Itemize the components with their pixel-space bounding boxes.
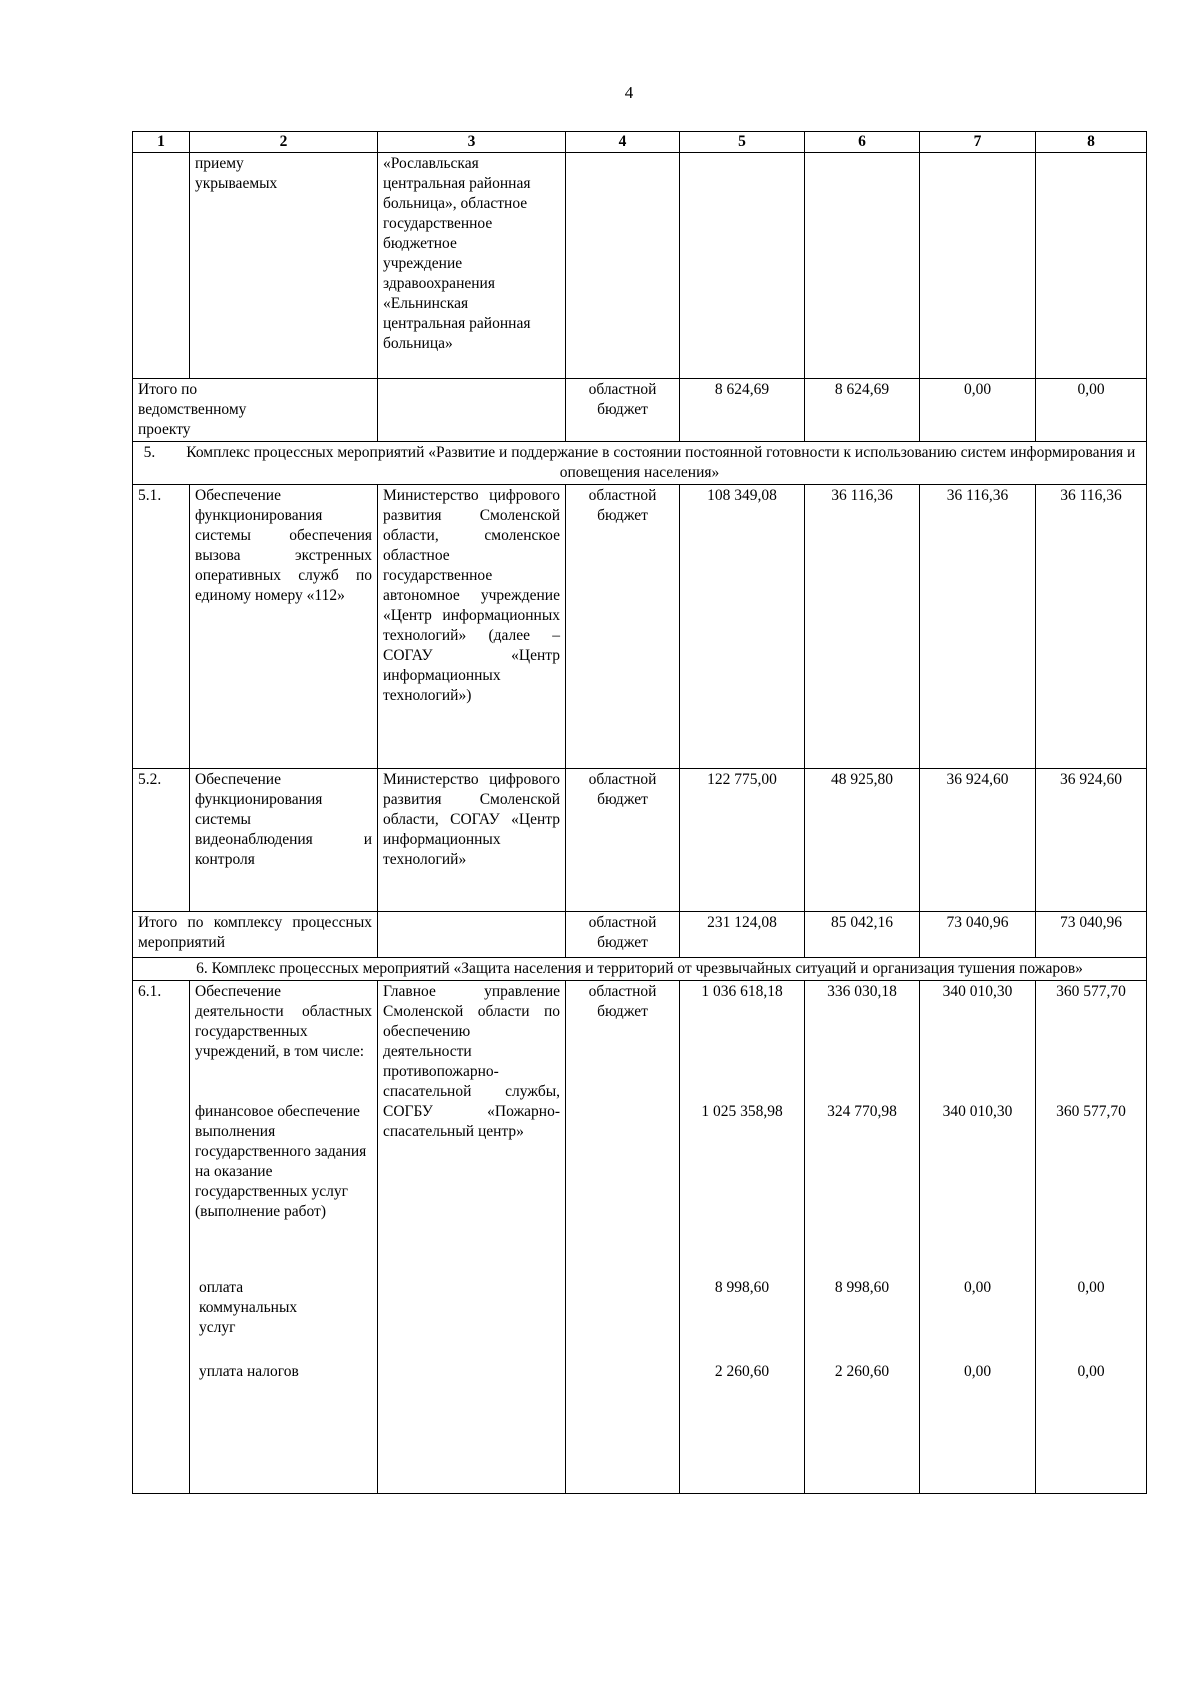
sub-item-name: оплата коммунальных услуг (199, 1279, 298, 1336)
funding-source: областной бюджет (566, 379, 680, 442)
value-cell: 2 260,60 (834, 1363, 890, 1380)
page-number: 4 (624, 83, 634, 102)
row-name: Обеспечение функционирования системы обеспечения вызова экстренных оперативных служб по единому номеру «112» (190, 485, 378, 769)
value-cell: 36 924,60 (920, 769, 1036, 912)
header-cell: 7 (920, 132, 1036, 153)
value-cell: 36 116,36 (1036, 485, 1147, 769)
header-cell: 1 (133, 132, 190, 153)
value-cell: 0,00 (920, 379, 1036, 442)
header-row (133, 132, 1147, 153)
header-cell: 2 (190, 132, 378, 153)
row-name: Обеспечение функционирования системы видеонаблюдения и контроля (190, 769, 378, 912)
value-cell: 8 624,69 (680, 379, 805, 442)
value-cell: 1 025 358,98 (701, 1103, 783, 1120)
table-row (133, 485, 1147, 769)
value-cell: 0,00 (963, 1363, 992, 1380)
value-cell: 0,00 (1077, 1363, 1105, 1380)
value-cell: 73 040,96 (1036, 912, 1147, 958)
value-cell: 122 775,00 (680, 769, 805, 912)
total-row (133, 379, 1147, 442)
value-cell: 36 116,36 (805, 485, 920, 769)
section-number: 5. (143, 444, 156, 461)
row-executor: Министерство цифрового развития Смоленской области, смоленское областное государственное автономное учреждение «Центр информационных технологий» (далее – СОГАУ «Центр информационных технологий») (378, 485, 566, 769)
value-cell: 8 998,60 (714, 1279, 770, 1296)
row-executor: Министерство цифрового развития Смоленской области, СОГАУ «Центр информационных технологий» (378, 769, 566, 912)
sub-item-name: уплата налогов (199, 1363, 299, 1380)
value-cell: 0,00 (1077, 1279, 1105, 1296)
row-name: приему укрываемых (190, 153, 378, 379)
value-cell: 340 010,30 (942, 983, 1013, 1000)
value-cell: 336 030,18 (827, 983, 897, 1000)
funding-source: областной бюджет (566, 981, 680, 1494)
value-cell: 73 040,96 (920, 912, 1036, 958)
value-cell: 108 349,08 (680, 485, 805, 769)
value-cell: 36 924,60 (1036, 769, 1147, 912)
sub-item-name: финансовое обеспечение выполнения государственного задания на оказание государственных услуг (выполнение работ) (195, 1103, 367, 1220)
budget-table (132, 131, 1147, 1494)
row-number: 6.1. (133, 981, 190, 1494)
total-label: Итого по ведомственному проекту (133, 379, 378, 442)
section-row (133, 958, 1147, 981)
header-cell: 3 (378, 132, 566, 153)
section-title: 6. Комплекс процессных мероприятий «Защита населения и территорий от чрезвычайных ситуаций и организация тушения пожаров» (133, 958, 1147, 981)
table-row (133, 153, 1147, 379)
value-cell: 48 925,80 (805, 769, 920, 912)
total-row (133, 912, 1147, 958)
header-cell: 6 (805, 132, 920, 153)
value-cell: 8 624,69 (805, 379, 920, 442)
value-cell: 2 260,60 (714, 1363, 770, 1380)
row-number: 5.1. (133, 485, 190, 769)
section-title (133, 442, 1147, 485)
section-text: Комплекс процессных мероприятий «Развитие и поддержание в состоянии постоянной готовности к использованию систем информирования и оповещения населения» (186, 444, 1136, 481)
funding-source: областной бюджет (566, 912, 680, 958)
table-row (133, 769, 1147, 912)
total-label: Итого по комплексу процессных мероприятий (133, 912, 378, 958)
row-executor: «Рославльская центральная районная больница», областное государственное бюджетное учреждение здравоохранения «Ельнинская центральная районная больница» (378, 153, 566, 379)
funding-source: областной бюджет (566, 769, 680, 912)
section-row (133, 442, 1147, 485)
header-cell: 5 (680, 132, 805, 153)
row-number: 5.2. (133, 769, 190, 912)
value-cell: 85 042,16 (805, 912, 920, 958)
value-cell: 231 124,08 (680, 912, 805, 958)
value-cell: 0,00 (963, 1279, 992, 1296)
funding-source: областной бюджет (566, 485, 680, 769)
value-cell: 360 577,70 (1056, 983, 1126, 1000)
value-cell: 1 036 618,18 (701, 983, 783, 1000)
row-executor: Главное управление Смоленской области по обеспечению деятельности противопожарно-спасательной службы, СОГБУ «Пожарно-спасательный центр» (378, 981, 566, 1494)
header-cell: 8 (1036, 132, 1147, 153)
row-name: Обеспечение деятельности областных государственных учреждений, в том числе: (195, 983, 372, 1060)
value-cell: 36 116,36 (920, 485, 1036, 769)
value-cell: 8 998,60 (834, 1279, 890, 1296)
header-cell: 4 (566, 132, 680, 153)
value-cell: 340 010,30 (942, 1103, 1013, 1120)
value-cell: 360 577,70 (1056, 1103, 1126, 1120)
table-row (133, 981, 1147, 1494)
value-cell: 0,00 (1036, 379, 1147, 442)
value-cell: 324 770,98 (827, 1103, 897, 1120)
